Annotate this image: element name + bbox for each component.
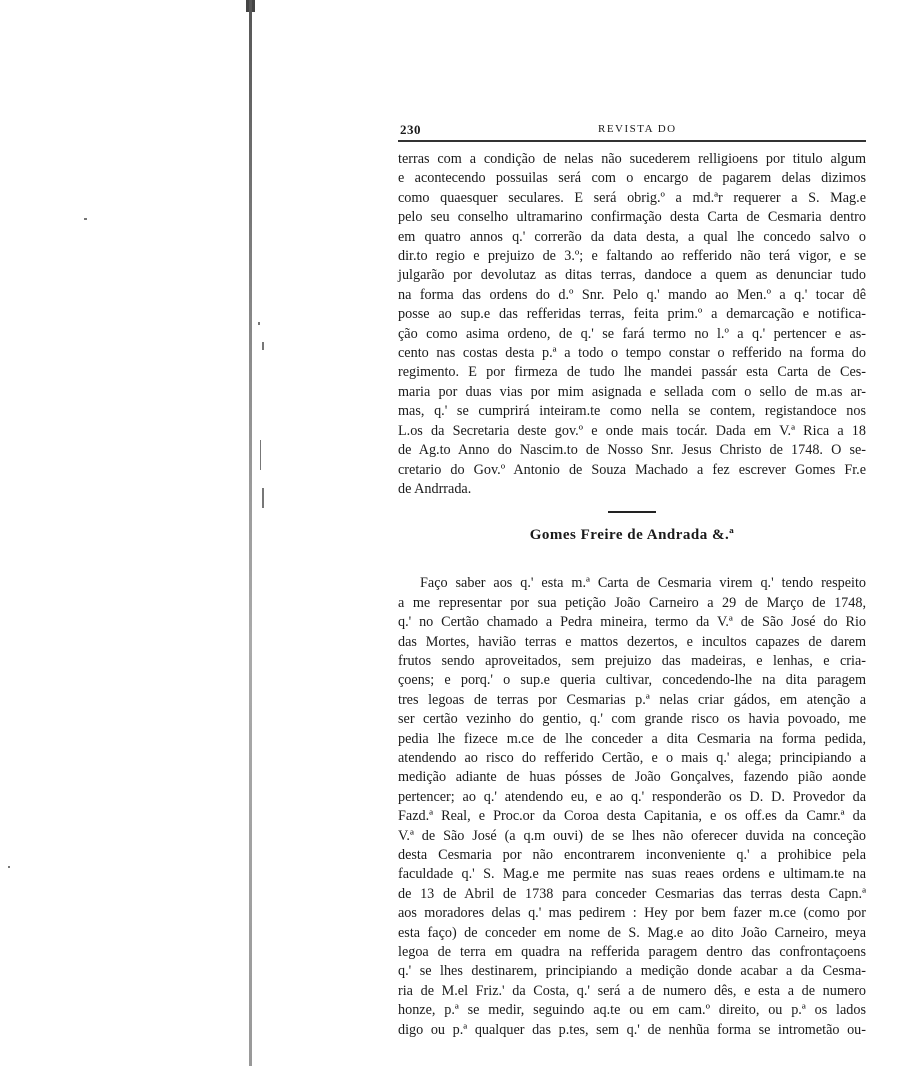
- text-line: digo ou p.ª qualquer das p.tes, sem q.' de nenhũa forma se intrometão ou-: [398, 1021, 866, 1038]
- text-line: faculdade q.' S. Mag.e me permite nas suas reaes ordens e ultimam.te na: [398, 866, 866, 883]
- text-line: L.os da Secretaria deste gov.º e onde mais tocár. Dada em V.ª Rica a 18: [398, 422, 866, 439]
- section-divider: [608, 511, 656, 513]
- scan-speck: [262, 342, 264, 350]
- text-line: Fazd.ª Real, e Proc.or da Coroa desta Capitania, e os off.es da Camr.ª da: [398, 808, 866, 825]
- scan-speck: [262, 488, 264, 508]
- text-line: como quaesquer seculares. E será obrig.º a md.ªr requerer a S. Mag.e: [398, 189, 866, 206]
- scan-speck: [8, 866, 10, 868]
- scan-speck: [84, 218, 87, 220]
- text-line: de 13 de Abril de 1738 para conceder Cesmarias das terras desta Capn.ª: [398, 885, 866, 902]
- section-heading: Gomes Freire de Andrada &.ª: [529, 527, 735, 544]
- text-line: dir.to regio e prejuizo de 3.º; e faltando ao refferido não terá vigor, e se: [398, 248, 866, 265]
- text-line: cretario do Gov.º Antonio de Souza Machado a fez escrever Gomes Fr.e: [398, 461, 866, 478]
- text-line: Faço saber aos q.' esta m.ª Carta de Cesmaria virem q.' tendo respeito: [420, 575, 866, 592]
- text-line: frutos sendo aproveitados, sem prejuizo das madeiras, e lenhas, e cria-: [398, 652, 866, 669]
- paragraph-carta-body: [398, 574, 866, 1040]
- text-line: de Andrrada.: [398, 480, 472, 497]
- text-line: q.' se lhes destinarem, principiando a medição donde acabar a da Cesma-: [398, 963, 866, 980]
- text-line: na forma das ordens do d.º Snr. Pelo q.' mando ao Men.º a q.' tocar dê: [398, 286, 866, 303]
- header-rule: [398, 140, 866, 142]
- book-page: [398, 118, 866, 1040]
- text-line: pelo seu conselho ultramarino confirmação desta Carta de Cesmaria dentro: [398, 209, 866, 226]
- text-line: çoens; e porq.' o sup.e queria cultivar, concedendo-lhe na dita paragem: [398, 672, 866, 689]
- text-line: ser certão vezinho do gentio, q.' com grande risco os havia povoado, me: [398, 711, 866, 728]
- scan-speck: [258, 322, 260, 325]
- text-line: de Ag.to Anno do Nascim.to de Nosso Snr. Jesus Christo de 1748. O se-: [398, 442, 866, 459]
- text-line: ção como asima ordeno, de q.' se fará termo no l.º a q.' pertencer e as-: [398, 325, 866, 342]
- text-line: esta faço) de conceder em nome de S. Mag.e ao dito João Carneiro, meya: [398, 924, 866, 941]
- text-line: cento nas costas desta p.ª a todo o tempo constar o refferido na forma do: [398, 345, 866, 362]
- paragraph-carta-end: [398, 150, 866, 499]
- text-line: a me representar por sua petição João Carneiro a 29 de Março de 1748,: [398, 594, 866, 611]
- scan-speck: [260, 440, 261, 470]
- text-line: V.ª de São José (a q.m ouvi) de se lhes não oferecer duvida na conceção: [398, 827, 866, 844]
- text-line: mas, q.' se cumprirá inteiram.te como nella se contem, registandoce nos: [398, 403, 866, 420]
- text-line: das Mortes, havião terras e mattos dezertos, e incultos capazes de darem: [398, 633, 866, 650]
- page-number: 230: [400, 122, 421, 137]
- text-line: pedia lhe fizece m.ce de lhe conceder a dita Cesmaria na forma pedida,: [398, 730, 866, 747]
- running-head: REVISTA DO: [598, 123, 677, 135]
- text-line: em quatro annos q.' correrão da data desta, a qual lhe concedo salvo o: [398, 228, 866, 245]
- text-line: e acontecendo possuilas será com o encargo de pagarem delas dizimos: [398, 170, 866, 187]
- text-line: posse ao sup.e das refferidas terras, feita prim.º a demarcação e notifica-: [398, 306, 866, 323]
- text-line: julgarão por devolutaz as ditas terras, dandoce a quem as denunciar tudo: [398, 267, 866, 284]
- text-line: maria por duas vias por mim asignada e sellada com o sello de m.as ar-: [398, 383, 866, 400]
- text-line: desta Cesmaria por não encontrarem inconveniente q.' a prohibice pela: [398, 847, 866, 863]
- page-header: [398, 118, 866, 140]
- binding-gutter-line: [249, 0, 252, 1066]
- text-line: ria de M.el Friz.' da Costa, q.' será a de numero dês, e esta a de numero: [398, 982, 866, 999]
- text-line: aos moradores delas q.' mas pedirem : Hey por bem fazer m.ce (como por: [398, 905, 866, 922]
- text-line: q.' no Certão chamado a Pedra mineira, termo da V.ª de São José do Rio: [398, 614, 866, 631]
- text-line: legoa de terra em quadra na refferida paragem dentro das confrontaçoens: [398, 944, 866, 961]
- text-line: tres legoas de terras por Cesmarias p.ª nelas criar gádos, em atenção a: [398, 691, 866, 708]
- text-line: pertencer; ao q.' atendendo eu, e ao q.' responderão os D. D. Provedor da: [398, 788, 866, 805]
- text-line: atendendo ao risco do refferido Certão, e o mais q.' alega; principiando a: [398, 749, 866, 766]
- text-line: honze, p.ª se medir, seguindo aq.te ou em cam.º direito, ou p.ª os lados: [398, 1002, 866, 1019]
- text-line: terras com a condição de nelas não sucederem relligioens por titulo algum: [398, 151, 866, 167]
- text-line: regimento. E por firmeza de tudo lhe mandei passár esta Carta de Ces-: [398, 364, 866, 381]
- text-line: medição adiante de huas pósses de João Gonçalves, fazendo pião aonde: [398, 769, 866, 786]
